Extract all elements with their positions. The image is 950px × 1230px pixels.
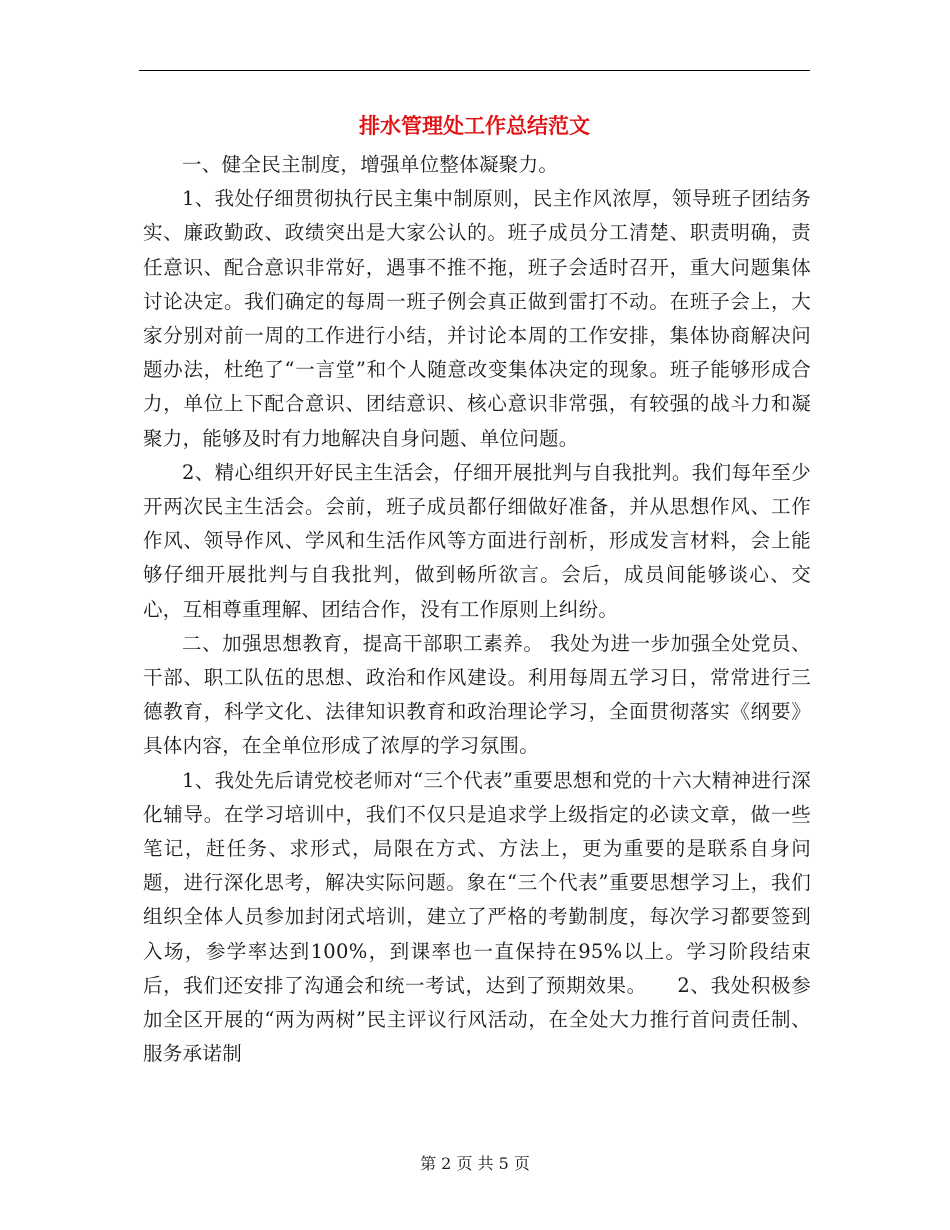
document-body [143, 148, 811, 1071]
document-title: 排水管理处工作总结范文 [359, 114, 590, 138]
paragraph: 一、健全民主制度，增强单位整体凝聚力。 [182, 153, 559, 176]
header-rule [139, 70, 810, 71]
paragraph: 2、精心组织开好民主生活会，仔细开展批判与自我批判。我们每年至少开两次民主生活会。会前，班子成员都仔细做好准备，并从思想作风、工作作风、领导作风、学风和生活作风等方面进行剖析，形成发言材料，会上能够仔细开展批判与自我批判，做到畅所欲言。会后，成员间能够谈心、交心，互相尊重理解、团结合作，没有工作原则上纠纷。 [143, 460, 811, 621]
paragraph: 1、我处先后请党校老师对“三个代表”重要思想和党的十六大精神进行深化辅导。在学习培训中，我们不仅只是追求学上级指定的必读文章，做一些笔记，赶任务、求形式，局限在方式、方法上，更为重要的是联系自身问题，进行深化思考，解决实际问题。象在“三个代表”重要思想学习上，我们组织全体人员参加封闭式培训，建立了严格的考勤制度，每次学习都要签到入场，参学率达到100%，到课率也一直保持在95%以上。学习阶段结束后，我们还安排了沟通会和统一考试，达到了预期效果。 2、我处积极参加全区开展的“两为两树”民主评议行风活动，在全处大力推行首问责任制、服务承诺制 [143, 768, 811, 1066]
paragraph: 1、我处仔细贯彻执行民主集中制原则，民主作风浓厚，领导班子团结务实、廉政勤政、政绩突出是大家公认的。班子成员分工清楚、职责明确，责任意识、配合意识非常好，遇事不推不拖，班子会适时召开，重大问题集体讨论决定。我们确定的每周一班子例会真正做到雷打不动。在班子会上，大家分别对前一周的工作进行小结，并讨论本周的工作安排，集体协商解决问题办法，杜绝了“一言堂”和个人随意改变集体决定的现象。班子能够形成合力，单位上下配合意识、团结意识、核心意识非常强，有较强的战斗力和凝聚力，能够及时有力地解决自身问题、单位问题。 [143, 187, 811, 450]
paragraph: 二、加强思想教育，提高干部职工素养。 我处为进一步加强全处党员、干部、职工队伍的思想、政治和作风建设。利用每周五学习日，常常进行三德教育，科学文化、法律知识教育和政治理论学习，全面贯彻落实《纲要》具体内容，在全单位形成了浓厚的学习氛围。 [143, 631, 811, 758]
page-footer: 第 2 页 共 5 页 [420, 1154, 530, 1173]
